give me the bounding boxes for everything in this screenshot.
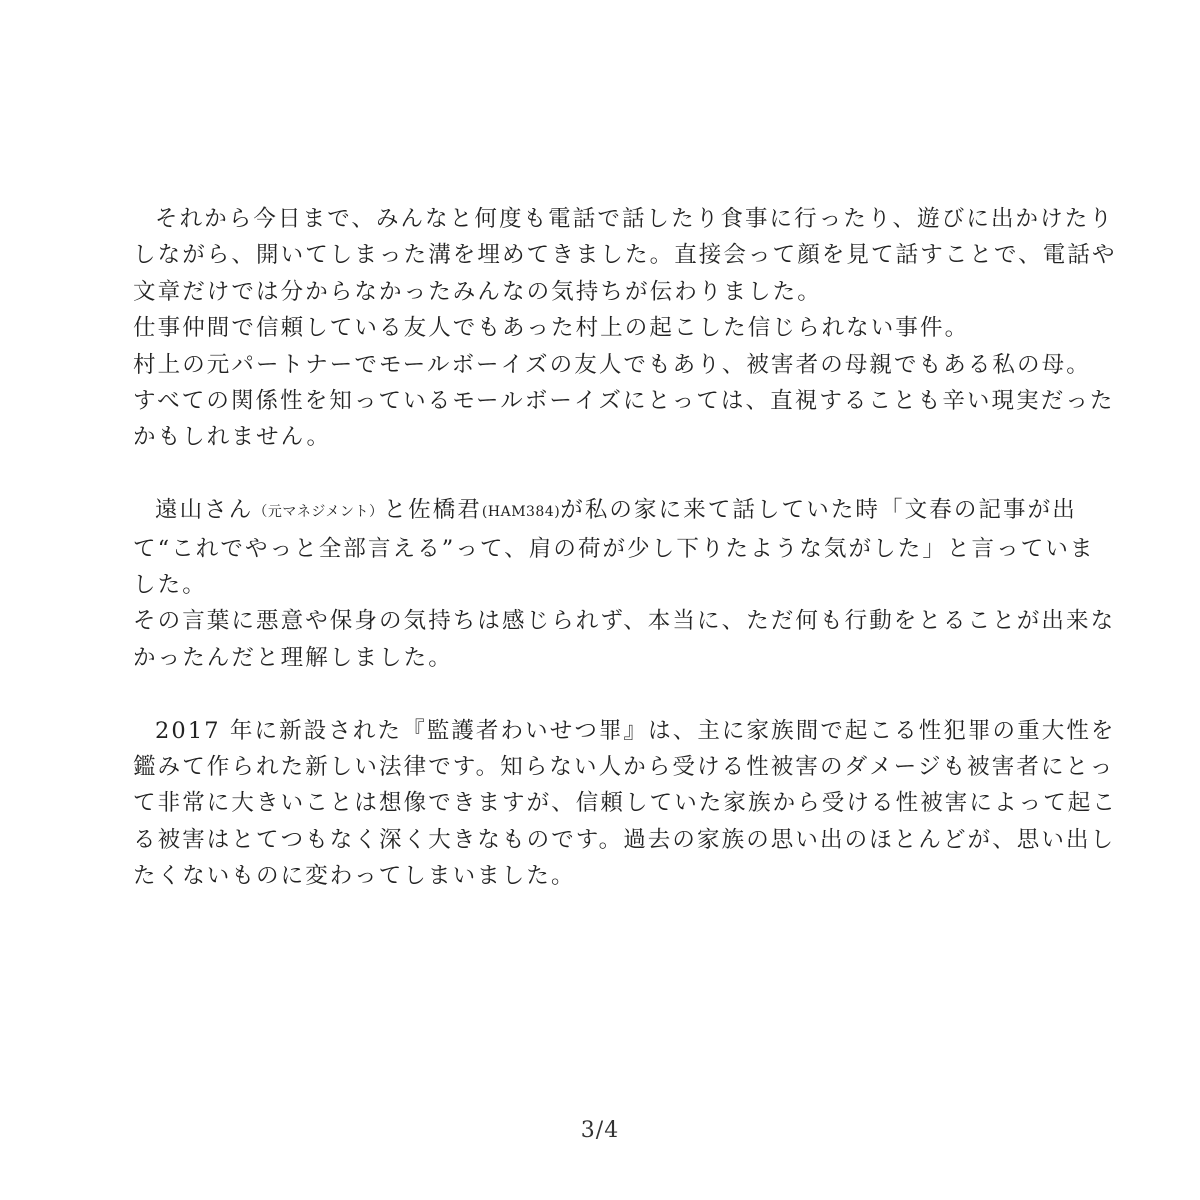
paragraph-gap [133,676,1068,712]
paragraph-3-line-3: て非常に大きいことは想像できますが、信頼していた家族から受ける性被害によって起こ [133,790,1118,817]
paragraph-2-line-3: した。 [133,572,207,599]
paragraph-3-line-5: たくないものに変わってしまいました。 [133,863,576,890]
paragraph-1-line-4: 仕事仲間で信頼している友人でもあった村上の起こした信じられない事件。 [133,315,970,342]
paragraph-1-line-7: かもしれません。 [133,424,332,451]
paragraph-gap [133,456,1068,492]
paragraph-1-line-5: 村上の元パートナーでモールボーイズの友人でもあり、被害者の母親でもある私の母。 [133,351,1091,378]
name-tohyama: 遠山さん [155,497,254,524]
note-ham384: (HAM384) [481,504,561,521]
paragraph-3-line-4: る被害はとてつもなく深く大きなものです。過去の家族の思い出のほとんどが、思い出し [133,826,1116,853]
page-number: 3/4 [580,1118,620,1143]
paragraph-2-line-1 [133,492,1077,530]
paragraph-3-line-1: 2017 年に新設された『監護者わいせつ罪』は、主に家族間で起こる性犯罪の重大性を [155,717,1116,744]
name-sahashi: と佐橋君 [383,497,482,524]
paragraph-1-line-1: それから今日まで、みんなと何度も電話で話したり食事に行ったり、遊びに出かけたり [155,206,1114,232]
paragraph-2-line-4: その言葉に悪意や保身の気持ちは感じられず、本当に、ただ何も行動をとることが出来な [133,608,1116,635]
paragraph-2-line-5: かったんだと理解しました。 [133,644,453,671]
paragraph-1-line-3: 文章だけでは分からなかったみんなの気持ちが伝わりました。 [133,278,822,305]
paragraph-1-line-2: しながら、開いてしまった溝を埋めてきました。直接会って顔を見て話すことで、電話や [133,242,1117,269]
paragraph-3-line-2: 鑑みて作られた新しい法律です。知らない人から受ける性被害のダメージも被害者にとっ [133,754,1115,781]
paragraph-1-line-6: すべての関係性を知っているモールボーイズにとっては、直視することも辛い現実だった [133,388,1115,415]
body-text [133,201,1118,895]
note-former-management: （元マネジメント） [253,504,384,521]
paragraph-2-line-2: て“これでやっと全部言える”って、肩の荷が少し下りたような気がした」と言っていま [133,535,1095,562]
paragraph-2-line-1-rest: が私の家に来て話していた時「文春の記事が出 [560,497,1077,524]
